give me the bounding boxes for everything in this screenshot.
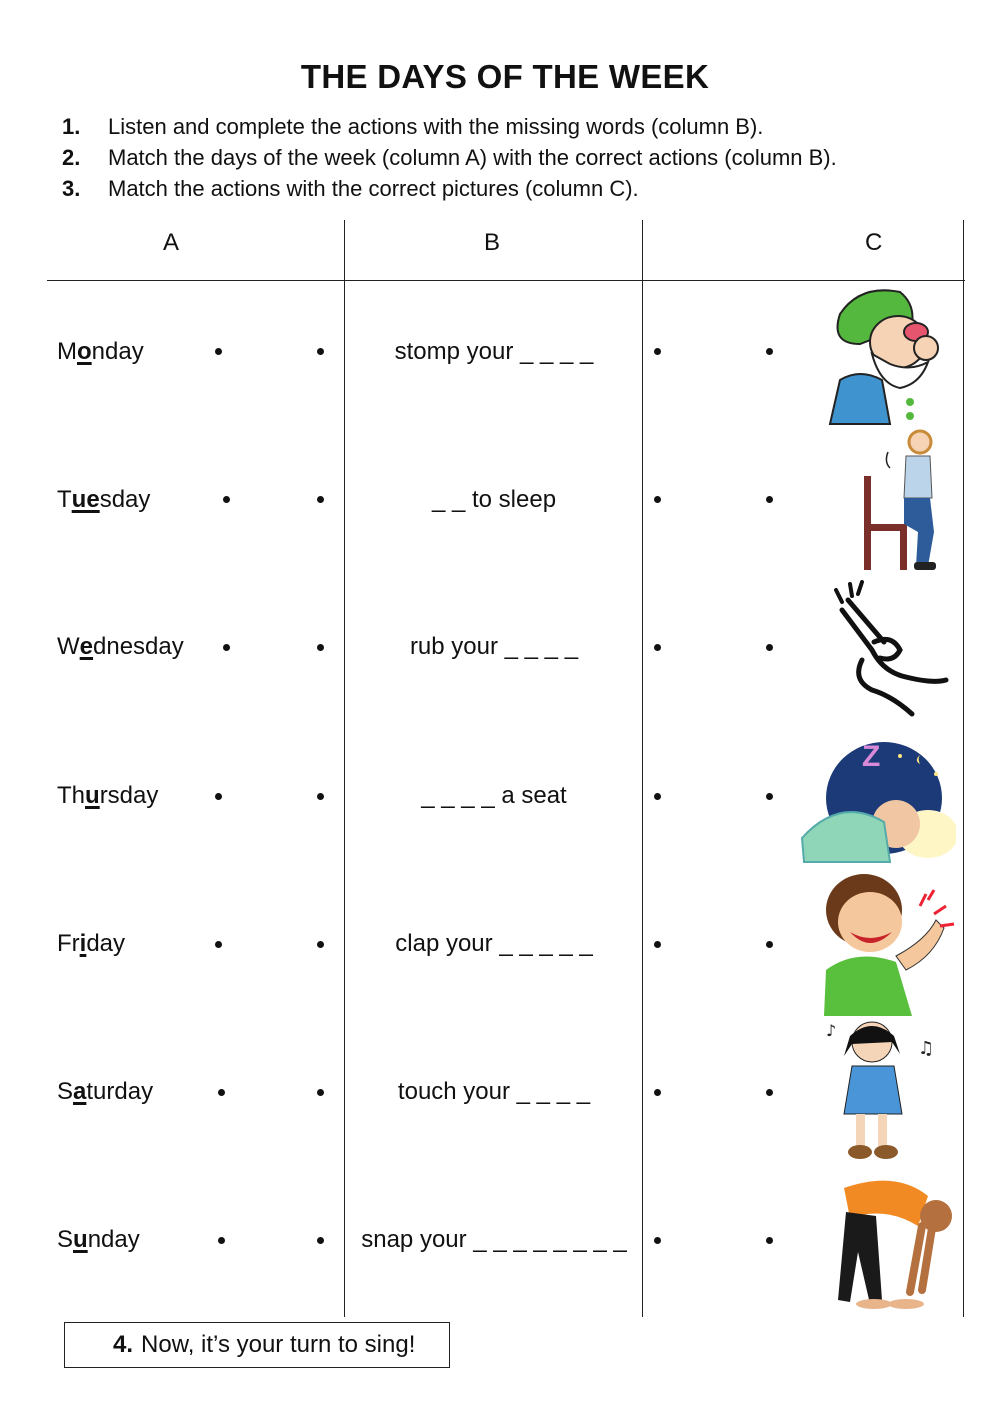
day-text: dnesday: [93, 633, 184, 660]
match-dot[interactable]: [223, 496, 230, 503]
task-text: Now, it’s your turn to sing!: [141, 1331, 416, 1358]
match-dot[interactable]: [215, 793, 222, 800]
match-dot[interactable]: [317, 348, 324, 355]
action-text: rub your _ _ _ _: [409, 633, 579, 660]
svg-text:♪: ♪: [826, 1021, 837, 1040]
day-text: nday: [91, 338, 144, 365]
day-highlight: u: [85, 782, 100, 809]
day-text: M: [57, 338, 77, 365]
day-highlight: o: [77, 338, 92, 365]
task-4-box: [64, 1322, 450, 1368]
instruction-text: Match the actions with the correct pictures (column C).: [108, 176, 639, 201]
girl-rubbing-tummy-icon[interactable]: [822, 1018, 942, 1166]
day-text: W: [57, 633, 80, 660]
match-dot[interactable]: [766, 1237, 773, 1244]
day-highlight: a: [73, 1078, 87, 1105]
match-dot[interactable]: [654, 1237, 661, 1244]
match-dot[interactable]: [766, 348, 773, 355]
match-dot[interactable]: [654, 941, 661, 948]
match-dot[interactable]: [654, 644, 661, 651]
day-text: nday: [87, 1226, 140, 1253]
match-dot[interactable]: [654, 496, 661, 503]
match-dot[interactable]: [317, 941, 324, 948]
match-dot[interactable]: [654, 793, 661, 800]
day-label: [57, 782, 158, 810]
grumpy-dwarf-icon[interactable]: [820, 284, 956, 426]
column-header-c: C: [865, 229, 883, 256]
column-header-b: B: [484, 229, 501, 256]
man-touching-toes-icon[interactable]: [836, 1172, 956, 1310]
match-dot[interactable]: [215, 941, 222, 948]
boy-clapping-icon[interactable]: [816, 870, 964, 1016]
instruction-2: [62, 145, 837, 171]
action-text: touch your _ _ _ _: [397, 1078, 591, 1105]
day-highlight: ue: [71, 486, 100, 513]
day-text: S: [57, 1226, 74, 1253]
day-highlight: u: [73, 1226, 88, 1253]
action-text: snap your _ _ _ _ _ _ _ _: [361, 1226, 627, 1253]
svg-text:Z: Z: [862, 740, 881, 773]
day-text: Fr: [57, 930, 80, 957]
column-divider-bc: [642, 220, 643, 1317]
match-dot[interactable]: [654, 348, 661, 355]
day-text: turday: [86, 1078, 154, 1105]
instruction-3: [62, 176, 639, 202]
instruction-number: 3.: [62, 176, 81, 201]
match-dot[interactable]: [317, 1237, 324, 1244]
match-dot[interactable]: [766, 496, 773, 503]
column-divider-ab: [344, 220, 345, 1317]
baby-sleeping-icon[interactable]: [800, 726, 956, 864]
day-label: [57, 338, 144, 366]
header-divider: [47, 280, 965, 281]
day-text: S: [57, 1078, 74, 1105]
day-highlight: e: [79, 633, 94, 660]
instruction-text: Listen and complete the actions with the missing words (column B).: [108, 114, 764, 139]
day-text: T: [57, 486, 72, 513]
boy-sitting-down-icon[interactable]: [858, 428, 946, 572]
action-text: clap your _ _ _ _ _: [395, 930, 593, 957]
day-text: rsday: [99, 782, 159, 809]
day-highlight: i: [79, 930, 87, 957]
instruction-number: 1.: [62, 114, 81, 139]
match-dot[interactable]: [766, 793, 773, 800]
day-label: [57, 1078, 153, 1106]
day-label: [57, 486, 150, 514]
match-dot[interactable]: [218, 1237, 225, 1244]
instruction-text: Match the days of the week (column A) with the correct actions (column B).: [108, 145, 837, 170]
match-dot[interactable]: [654, 1089, 661, 1096]
action-text: stomp your _ _ _ _: [394, 338, 594, 365]
day-text: day: [86, 930, 126, 957]
match-dot[interactable]: [218, 1089, 225, 1096]
match-dot[interactable]: [317, 793, 324, 800]
match-dot[interactable]: [317, 644, 324, 651]
action-text: _ _ to sleep: [431, 486, 557, 513]
svg-text:♫: ♫: [918, 1038, 935, 1059]
page-title: THE DAYS OF THE WEEK: [300, 58, 710, 95]
instruction-1: [62, 114, 763, 140]
action-text: _ _ _ _ a seat: [421, 782, 567, 809]
table-right-border: [963, 220, 964, 1317]
match-dot[interactable]: [317, 496, 324, 503]
instruction-number: 2.: [62, 145, 81, 170]
day-label: [57, 930, 125, 958]
match-dot[interactable]: [317, 1089, 324, 1096]
day-label: [57, 633, 184, 661]
day-text: sday: [99, 486, 151, 513]
match-dot[interactable]: [223, 644, 230, 651]
task-number: 4.: [113, 1331, 134, 1358]
match-dot[interactable]: [766, 1089, 773, 1096]
match-dot[interactable]: [215, 348, 222, 355]
snapping-fingers-icon[interactable]: [822, 580, 950, 720]
day-text: Th: [57, 782, 86, 809]
match-dot[interactable]: [766, 941, 773, 948]
day-label: [57, 1226, 140, 1254]
match-dot[interactable]: [766, 644, 773, 651]
column-header-a: A: [163, 229, 180, 256]
